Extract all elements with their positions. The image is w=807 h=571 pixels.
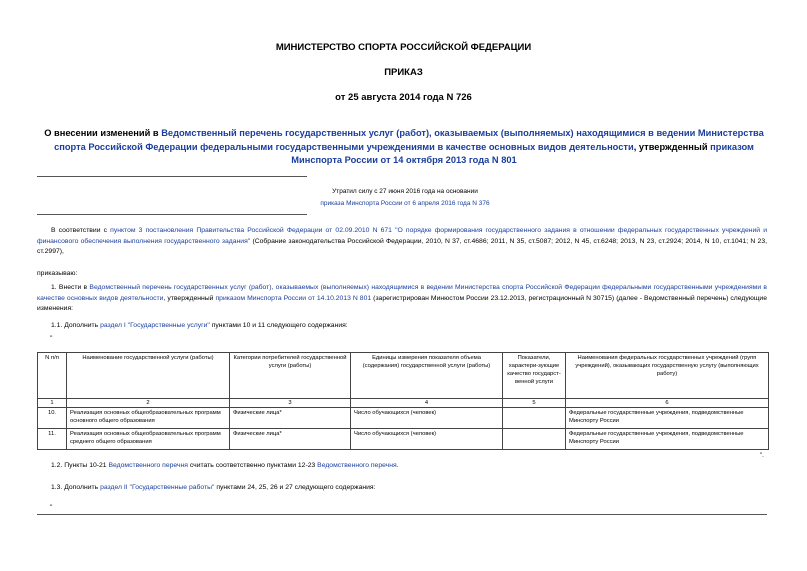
preamble-paragraph [37,226,767,258]
subject-text: , утвержденный [633,141,711,152]
quote-mark: " [50,335,53,342]
table-cell: 4 [351,399,503,408]
section-2-link[interactable]: раздел II "Государственные работы" [100,484,215,491]
item-1-2-paragraph [37,461,767,472]
table-cell [503,408,566,429]
table-cell: 1 [38,399,67,408]
table-header-row [38,353,769,399]
lost-force-link[interactable]: приказа Минспорта России от 6 апреля 2016 года N 376 [320,200,490,207]
paragraph-text: пунктами 10 и 11 следующего содержания: [209,322,348,329]
table-header-cell: Показатели, характери-зующие качество государст-венной услуги [503,353,566,399]
lost-force-note [300,186,510,210]
table-cell [503,429,566,450]
table-header-cell: Категории потребителей государственной услуги (работы) [230,353,351,399]
table-number-row [38,399,769,408]
table-cell: Реализация основных общеобразовательных программ основного общего образования [67,408,230,429]
paragraph-text: считать соответственно пунктами 12-23 [187,462,318,469]
ministry-title: МИНИСТЕРСТВО СПОРТА РОССИЙСКОЙ ФЕДЕРАЦИИ [275,42,532,53]
paragraph-text: (зарегистрирован Минюстом России 23.12.2013, регистрационный N 30715) (далее - Ведомственный перечень) следующие изменения: [37,294,767,312]
table-cell: Федеральные государственные учреждения, подведомственные Минспорту России [566,429,769,450]
table-cell: 2 [67,399,230,408]
paragraph-text: 1.1. Дополнить [51,322,101,329]
table-row [38,429,769,450]
registry-link[interactable]: Ведомственного перечня [317,462,397,469]
section-1-link[interactable]: раздел I "Государственные услуги" [100,322,210,329]
table-header-cell: N п/п [38,353,67,399]
item-1-1-paragraph [37,321,767,332]
registry-link[interactable]: Ведомственного перечня [108,462,188,469]
subject-link-order[interactable]: приказом Минспорта России от 14 октября 2013 года N 801 [291,141,754,165]
table-cell: 6 [566,399,769,408]
table-cell: Федеральные государственные учреждения, подведомственные Минспорту России [566,408,769,429]
resolution-link[interactable]: пунктом 3 постановления Правительства Российской Федерации от 02.09.2010 N 671 "О порядке формирования государственного задания в отношении федеральных государственных учреждений и финансового обеспечения выполнения государственного задания" [37,227,768,245]
table-cell: Физические лица* [230,429,351,450]
divider [37,214,307,215]
order-word: приказываю: [37,270,78,277]
subject-text: О внесении изменений в [44,128,162,138]
order-title: ПРИКАЗ [384,67,423,78]
order-date: от 25 августа 2014 года N 726 [335,92,472,103]
table-cell: 5 [503,399,566,408]
paragraph-text: В соответствии с [51,227,111,234]
item-1-3-paragraph [37,483,767,494]
quote-mark: " [50,504,53,511]
order-801-link[interactable]: приказом Минспорта России от 14.10.2013 N 801 [215,294,372,302]
table-cell: 10. [38,408,67,429]
item-1-paragraph [37,283,767,315]
paragraph-text: пунктами 24, 25, 26 и 27 следующего содержания: [214,484,376,491]
table-header-cell: Наименование государственной услуги (работы) [67,353,230,399]
order-subject [34,127,774,168]
paragraph-text: 1.3. Дополнить [51,484,101,491]
table-cell: Физические лица* [230,408,351,429]
table-cell: Число обучающихся (человек) [351,429,503,450]
subject-link-registry[interactable]: Ведомственный перечень государственных услуг (работ), оказываемых (выполняемых) находящимися в ведении Министерства спорта Российской Федерации федеральными государственными учреждениями в качестве основных видов деятельности [54,128,764,152]
paragraph-text: . [396,462,399,469]
quote-end-mark: ". [760,453,764,459]
registry-link[interactable]: Ведомственный перечень государственных услуг (работ), оказываемых (выполняемых) находящимися в ведении Министерства спорта Российской Федерации федеральными государственными учреждениями в качестве основных видов деятельности [37,284,767,302]
services-table [37,352,769,450]
table-cell: Реализация основных общеобразовательных программ среднего общего образования [67,429,230,450]
paragraph-text: 1.2. Пункты 10-21 [51,462,109,469]
table-cell: 11. [38,429,67,450]
paragraph-text: 1. Внести в [51,284,90,291]
paragraph-text: (Собрание законодательства Российской Федерации, 2010, N 37, ст.4686; 2011, N 35, ст.5087; 2012, N 45, ст.6248; 2013, N 23, ст.2924; 2014, N 10, ст.1041; N 23, ст.2997), [37,237,767,255]
table-row [38,408,769,429]
divider [37,176,307,177]
table-cell: Число обучающихся (человек) [351,408,503,429]
lost-force-text: Утратил силу с 27 июня 2016 года на основании [332,188,478,195]
table-header-cell: Единицы измерения показателя объема (содержания) государственной услуги (работы) [351,353,503,399]
divider [37,514,767,515]
table-header-cell: Наименования федеральных государственных учреждений (групп учреждений), оказывающих государственную услугу (выполняющих работу) [566,353,769,399]
paragraph-text: , утвержденный [163,294,216,302]
table-cell: 3 [230,399,351,408]
